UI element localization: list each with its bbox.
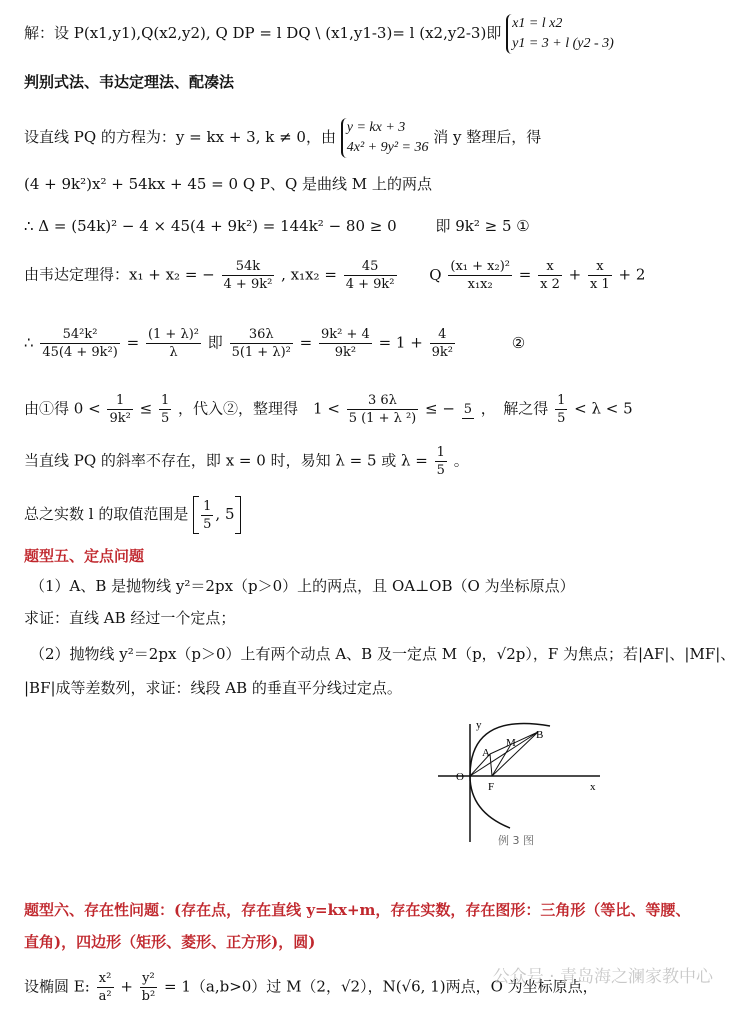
ratio-mark: ② <box>511 333 526 352</box>
ratio-ji: 即 <box>207 333 223 352</box>
range-line <box>24 392 633 427</box>
ratio-fraction-1: $\frac{\text{54²k²}}{\text{45(4 + 9k²)}}$ <box>42 327 118 360</box>
section-5-prove-1: 求证：直线 AB 经过一个定点； <box>24 609 236 627</box>
range-fraction-2: $\frac{1}{5}$ <box>160 393 170 426</box>
label-x: x <box>590 781 596 793</box>
label-a: A <box>482 747 490 759</box>
label-m: M <box>506 737 516 749</box>
discriminant-tail: 即 9k² ≥ 5 ① <box>435 217 530 235</box>
discriminant-text: ∴ Δ = (54k)² − 4 × 45(4 + 9k²) = 144k² − 80 ≥ 0 <box>24 217 397 235</box>
label-f: F <box>488 781 495 793</box>
figure-caption: 例 3 图 <box>498 834 534 847</box>
section-5-prove-2: |BF|成等差数列，求证：线段 AB 的垂直平分线过定点。 <box>24 679 402 697</box>
pq-system-eq-2: 4x² + 9y² = 36 <box>346 140 429 155</box>
pq-system-eq-1: y = kx + 3 <box>346 120 406 135</box>
quadratic-line: (4 + 9k²)x² + 54kx + 45 = 0 Q P、Q 是曲线 M 上的两点 <box>24 175 432 193</box>
watermark: 公众号 · 青岛海之澜家教中心 <box>492 967 713 987</box>
vieta-q: Q <box>429 265 442 284</box>
section-5-problem-1: （1）A、B 是抛物线 y²＝2px（p＞0）上的两点，且 OA⊥OB（O 为坐标原点） <box>30 577 575 595</box>
section-5-problem-2: （2）抛物线 y²＝2px（p＞0）上有两个动点 A、B 及一定点 M（p，√2p），F 为焦点；若|AF|、|MF|、 <box>30 645 736 663</box>
vieta-ratio-fraction: $\frac{\text{(x₁ + x₂)²}}{\text{x₁x₂}}$ <box>450 259 510 292</box>
label-b: B <box>536 729 544 741</box>
ratio-eq-1: = <box>126 333 140 352</box>
ellipse-fraction-2: $\frac{\text{y²}}{\text{b²}}$ <box>141 971 156 1004</box>
methods-heading: 判别式法、韦达定理法、配凑法 <box>24 73 235 91</box>
vieta-line <box>24 258 645 293</box>
range-fraction-1: $\frac{1}{\text{9k²}}$ <box>109 393 131 426</box>
discriminant-line <box>24 216 530 236</box>
range-le: ≤ <box>139 399 153 418</box>
parabola-figure <box>430 712 610 852</box>
pq-tail: 消 y 整理后，得 <box>433 128 542 146</box>
ratio-fraction-3: $\frac{36\lambda}{\text{5(1 + λ)²}}$ <box>231 327 291 360</box>
ratio-line <box>24 326 525 361</box>
vertical-slope-line <box>24 444 469 479</box>
system-eq-2: y1 = 3 + l (y2 - 3) <box>512 36 614 51</box>
ratio-eq-2: = <box>299 333 313 352</box>
summary-fraction: $\frac{1}{5}$ <box>203 498 212 532</box>
vieta-sum-fraction: $\frac{54k}{\text{4 + 9k²}}$ <box>223 259 273 292</box>
vieta-x-fraction-2: $\frac{x}{x 1}$ <box>590 259 610 292</box>
section-6-title-1: 题型六、存在性问题：(存在点，存在直线 y=kx+m，存在实数，存在图形：三角形（等比、等腰、 <box>24 901 691 919</box>
right-bracket <box>235 496 241 534</box>
left-bracket <box>193 496 199 534</box>
vieta-lead: 由韦达定理得：x₁ + x₂ = − <box>24 265 215 284</box>
pq-system <box>341 118 429 158</box>
ratio-fraction-5: $\frac{4}{\text{9k²}}$ <box>431 327 453 360</box>
vertical-fraction: $\frac{1}{5}$ <box>436 445 445 478</box>
vertical-tail: 。 <box>453 451 469 470</box>
ellipse-lead: 设椭圆 E: <box>24 977 90 996</box>
range-tail: < λ < 5 <box>574 399 633 418</box>
range-fraction-4: 5 <box>463 401 472 417</box>
vieta-tail: + 2 <box>618 265 646 284</box>
ellipse-plus: + <box>120 977 133 996</box>
vieta-x-fraction-1: $\frac{x}{x 2}$ <box>540 259 560 292</box>
solution-setup-text: 解：设 P(x1,y1),Q(x2,y2), Q DP = l DQ \ (x1,y1-3)= l (x2,y2-3)即 <box>24 24 502 42</box>
summary-lead: 总之实数 l 的取值范围是 <box>24 505 189 523</box>
vieta-plus: + <box>568 265 582 284</box>
section-5-title: 题型五、定点问题 <box>24 547 145 565</box>
ratio-eq-3: = 1 + <box>378 333 423 352</box>
pq-text: 设直线 PQ 的方程为：y = kx + 3, k ≠ 0，由 <box>24 128 336 146</box>
summary-line <box>24 496 241 534</box>
vieta-mid: , x₁x₂ = <box>281 265 337 284</box>
range-mid-2: ， 解之得 <box>480 399 549 418</box>
range-lead: 由①得 0 < <box>24 399 101 418</box>
vieta-eq: = <box>518 265 532 284</box>
summary-tail: , 5 <box>215 505 235 523</box>
ellipse-fraction-1: $\frac{\text{x²}}{\text{a²}}$ <box>98 971 112 1004</box>
section-6-title-2: 直角)，四边形（矩形、菱形、正方形)，圆) <box>24 933 316 951</box>
range-fraction-5: $\frac{1}{5}$ <box>557 393 566 426</box>
label-o: O <box>456 771 464 783</box>
ellipse-tail: = 1（a,b>0）过 M（2，√2），N(√6, 1)两点，O 为坐标原点， <box>164 977 598 996</box>
solution-line-1 <box>24 14 614 54</box>
system-eq-1: x1 = l x2 <box>512 16 563 31</box>
range-fraction-3: $\frac{3 6\lambda}{\text{5 (1 + λ ²)}}$ <box>348 393 417 426</box>
segment-ob <box>470 732 538 776</box>
label-y: y <box>476 719 482 731</box>
range-le-2: ≤ − <box>425 399 455 418</box>
range-mid: ，代入②，整理得 1 < <box>178 399 340 418</box>
segment-fa <box>490 754 492 776</box>
vieta-product-fraction: $\frac{45}{\text{4 + 9k²}}$ <box>345 259 395 292</box>
line-pq-equation <box>24 118 541 158</box>
ratio-fraction-4: $\frac{\text{9k² + 4}}{\text{9k²}}$ <box>321 327 370 360</box>
ratio-fraction-2: $\frac{\text{(1 + λ)²}}{\lambda}$ <box>147 327 199 360</box>
ratio-lead: ∴ <box>24 333 34 352</box>
vertical-lead: 当直线 PQ 的斜率不存在，即 x = 0 时，易知 λ = 5 或 λ = <box>24 451 428 470</box>
coordinate-system <box>506 14 614 54</box>
